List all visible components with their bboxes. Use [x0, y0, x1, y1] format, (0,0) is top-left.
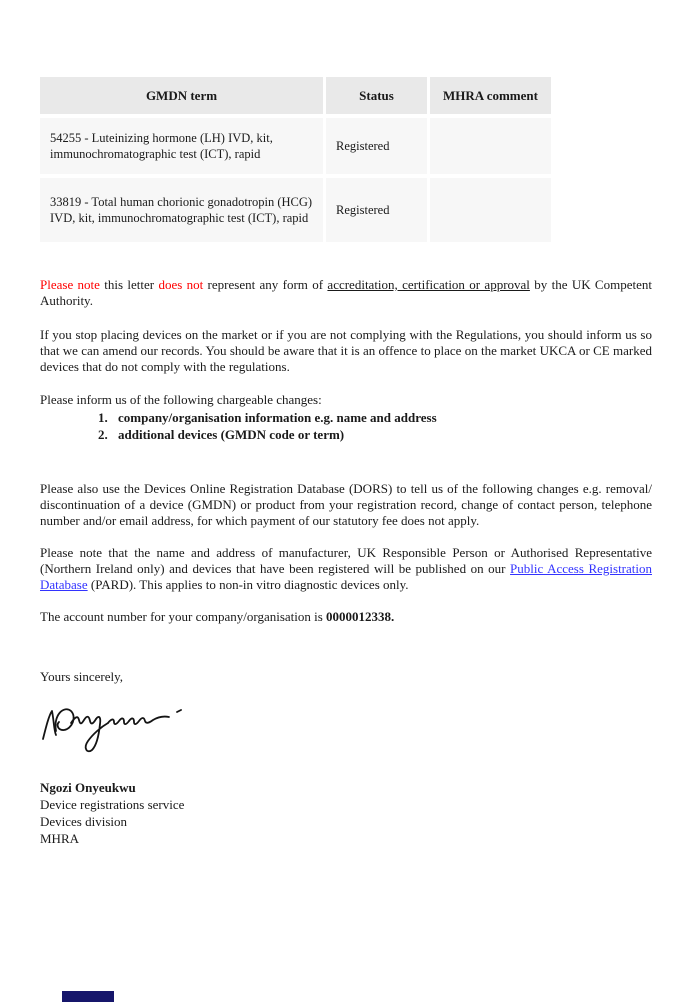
- signature-image: [40, 697, 190, 755]
- signatory-org: MHRA: [40, 831, 80, 846]
- device-table: [37, 73, 554, 246]
- closing-line: Yours sincerely,: [40, 669, 124, 684]
- list-item: [40, 409, 652, 426]
- notice-underlined-phrase: accreditation, certification or approval: [327, 277, 530, 292]
- pard-link[interactable]: Public Access Registration Database: [40, 561, 652, 592]
- notice-text: this letter: [99, 277, 159, 292]
- list-item-text: company/organisation information e.g. name and address: [118, 410, 437, 425]
- chargeable-changes-list: [40, 409, 652, 443]
- gmdn-term-cell: 54255 - Luteinizing hormone (LH) IVD, kit, immunochromatographic test (ICT), rapid: [40, 118, 323, 174]
- account-text: The account number for your company/organisation is: [40, 609, 327, 624]
- letter-content: [40, 0, 652, 847]
- account-number-line: [40, 609, 652, 625]
- status-cell: Registered: [326, 118, 427, 174]
- column-header-status: Status: [326, 77, 427, 114]
- list-item: [40, 426, 652, 443]
- list-item-number: 1.: [98, 410, 108, 425]
- cropped-footer-logo: [62, 991, 114, 1002]
- mhra-comment-cell: [430, 178, 551, 242]
- signatory-name: Ngozi Onyeukwu: [40, 780, 136, 795]
- pard-text: Please note that the name and address of manufacturer, UK Responsible Person or Authorised Representative (Northern Ireland only) and devices that have been registered will be published on our: [40, 545, 652, 576]
- table-row: [40, 118, 551, 174]
- notice-red-please-note: Please note: [40, 277, 100, 292]
- column-header-mhra-comment: MHRA comment: [430, 77, 551, 114]
- table-header-row: [40, 77, 551, 114]
- notice-text: represent any form of: [203, 277, 328, 292]
- list-item-text: additional devices (GMDN code or term): [118, 427, 345, 442]
- list-item-number: 2.: [98, 427, 108, 442]
- signatory-block: [40, 779, 652, 847]
- signatory-role: Device registrations service: [40, 797, 185, 812]
- device-table-wrap: [40, 73, 652, 246]
- column-header-gmdn-term: GMDN term: [40, 77, 323, 114]
- chargeable-intro: Please inform us of the following chargeable changes:: [40, 392, 322, 407]
- account-number: 0000012338.: [326, 609, 395, 624]
- handwritten-signature: [40, 697, 652, 755]
- notice-paragraph: [40, 277, 652, 309]
- table-row: [40, 178, 551, 242]
- mhra-comment-cell: [430, 118, 551, 174]
- notice-text: by the UK Competent Authority.: [40, 277, 652, 308]
- gmdn-term-cell: 33819 - Total human chorionic gonadotropin (HCG) IVD, kit, immunochromatographic test (ICT), rapid: [40, 178, 323, 242]
- pard-paragraph: [40, 545, 652, 593]
- stop-placing-paragraph: If you stop placing devices on the market or if you are not complying with the Regulations, you should inform us so that we can amend our records. You should be aware that it is an offence to place on the market UKCA or CE marked devices that do not comply with the regulations.: [40, 327, 652, 374]
- status-cell: Registered: [326, 178, 427, 242]
- signatory-division: Devices division: [40, 814, 128, 829]
- notice-red-does-not: does not: [158, 277, 204, 292]
- dors-paragraph: Please also use the Devices Online Registration Database (DORS) to tell us of the following changes e.g. removal/ discontinuation of a device (GMDN) or product from your registration record, change of contact person, telephone number and/or email address, for which payment of our statutory fee does not apply.: [40, 481, 652, 528]
- pard-text: (PARD). This applies to non-in vitro diagnostic devices only.: [87, 577, 409, 592]
